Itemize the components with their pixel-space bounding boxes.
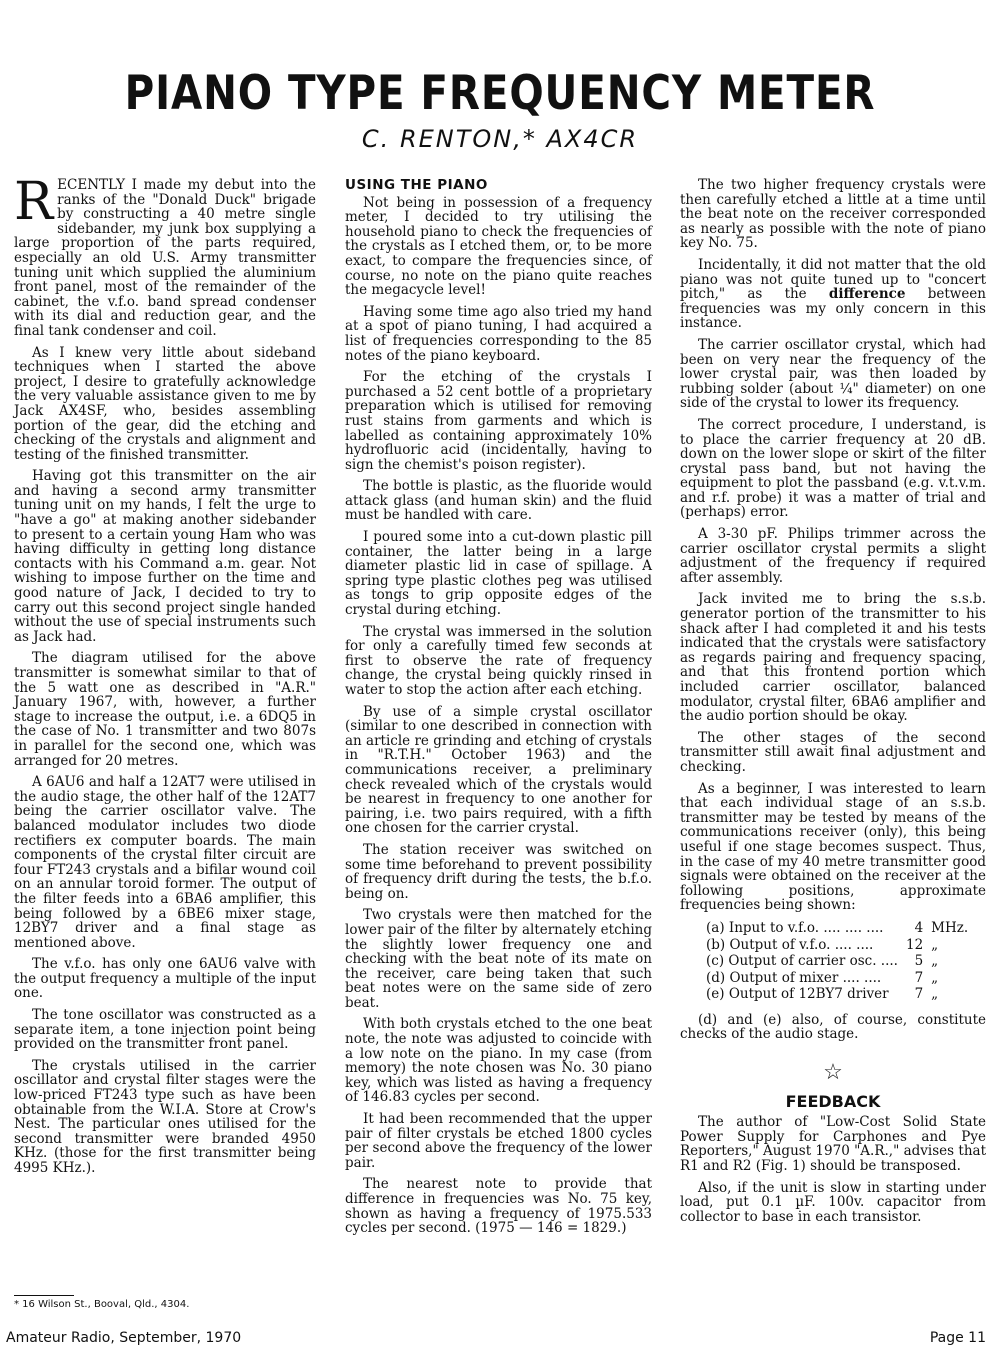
paragraph: Incidentally, it did not matter that the old piano was not quite tuned up to "concert pitch," as the difference between frequencies was my only concern in this instance.: [680, 256, 986, 332]
paragraph: A 3-30 pF. Philips trimmer across the carrier oscillator crystal permits a slight adjustment of the frequency if required after assembly.: [680, 526, 986, 586]
paragraph: The author of "Low-Cost Solid State Power Supply for Carphones and Pye Reporters," August 1970 "A.R.," advises that R1 and R2 (Fig. 1) should be transposed.: [680, 1114, 986, 1175]
paragraph: Not being in possession of a frequency meter, I decided to try utilising the household piano to check the frequencies of the crystals as I etched them, or, to be more exact, to compare the frequencies since, of course, no note on the piano quite reaches the megacycle level!: [345, 194, 652, 299]
paragraph: Jack invited me to bring the s.s.b. generator portion of the transmitter to his shack after I had completed it and his tests indicated that the crystals were satisfactory as regards pairing and frequency spacing, and that this frontend portion which included carrier oscillator, balanced modulator, crystal filter, 6BA6 amplifier and the audio portion should be okay.: [680, 591, 986, 725]
paragraph: The nearest note to provide that difference in frequencies was No. 75 key, shown as having a frequency of 1975.533 cycles per second. (1975 — 146 = 1829.): [345, 1176, 652, 1237]
drop-cap: R: [14, 172, 54, 232]
paragraph: I poured some into a cut-down plastic pill container, the latter being in a large diameter plastic lid in case of spillage. A spring type plastic clothes peg was utilised as tongs to grip opposite edges of the crystal during etching.: [345, 529, 652, 619]
table-row: (d) Output of mixer .... .... 7 „: [706, 969, 939, 986]
paragraph: The correct procedure, I understand, is to place the carrier frequency at 20 dB. down on the lower slope or skirt of the filter crystal pass band, but not having the equipment to plot the passband (e.g. v.t.v.m. and r.f. probe) it was a matter of trial and (perhaps) error.: [680, 416, 986, 521]
paragraph: The crystal was immersed in the solution for only a carefully timed few seconds at first to observe the rate of frequency change, the crystal being quickly rinsed in water to stop the action after each etching.: [345, 623, 652, 698]
paragraph: For the etching of the crystals I purchased a 52 cent bottle of a proprietary preparation which is utilised for removing rust stains from garments and which is labelled as containing approximately 10% hydrofluoric acid (incidentally, having to sign the chemist's poison register).: [345, 369, 652, 473]
paragraph: The bottle is plastic, as the fluoride would attack glass (and human skin) and the fluid must be handled with care.: [345, 478, 652, 524]
star-icon: ☆: [823, 1060, 843, 1086]
paragraph: It had been recommended that the upper pair of filter crystals be etched 1800 cycles per second above the frequency of the lower pair.: [345, 1111, 652, 1171]
paragraph: The two higher frequency crystals were then carefully etched a little at a time until the beat note on the receiver corresponded as nearly as possible with the note of piano key No. 75.: [680, 177, 986, 252]
footer-page-number: Page 11: [929, 1330, 986, 1346]
table-row: (a) Input to v.f.o. .... .... .... 4 MHz.: [706, 919, 969, 936]
paragraph: With both crystals etched to the one beat note, the note was adjusted to coincide with a low note on the piano. In my case (from memory) the note chosen was No. 30 piano key, which was listed as having a frequency of 146.83 cycles per second.: [345, 1016, 652, 1106]
footnote-divider: [14, 1295, 74, 1296]
column-2: [345, 178, 652, 1243]
paragraph: As I knew very little about sideband techniques when I started the above project, I desire to gratefully acknowledge the very valuable assistance given to me by Jack AX4SF, who, besides assembling portion of the gear, did the etching and checking of the crystals and alignment and testing of the finished transmitter.: [14, 344, 316, 463]
paragraph: Also, if the unit is slow in starting under load, put 0.1 µF. 100v. capacitor from collector to base in each transistor.: [680, 1179, 986, 1225]
paragraph: The crystals utilised in the carrier oscillator and crystal filter stages were the low-priced FT243 type such as have been obtainable from the W.I.A. Store at Crow's Nest. The particular ones utilised for the second transmitter were branded 4950 KHz. (those for the first transmitter being 4995 KHz.).: [14, 1057, 316, 1176]
footnote: * 16 Wilson St., Booval, Qld., 4304.: [14, 1299, 190, 1310]
column-1: [14, 172, 316, 1183]
paragraph: The tone oscillator was constructed as a separate item, a tone injection point being provided on the transmitter front panel.: [14, 1007, 316, 1053]
table-row: (c) Output of carrier osc. .... 5 „: [706, 953, 939, 970]
paragraph: The carrier oscillator crystal, which had been on very near the frequency of the lower crystal pair, was then loaded by rubbing solder (about ¼" diameter) on one side of the crystal to lower its frequency.: [680, 336, 986, 412]
paragraph: As a beginner, I was interested to learn that each individual stage of an s.s.b. transmitter may be tested by means of the communications receiver (only), this being useful if one stage becomes suspect. Thus, in the case of my 40 metre transmitter good signals were obtained on the receiver at the following positions, approximate frequencies being shown:: [680, 780, 986, 914]
article-title: PIANO TYPE FREQUENCY METER: [124, 66, 876, 121]
paragraph: (d) and (e) also, of course, constitute checks of the audio stage.: [680, 1011, 986, 1043]
frequency-readings-table: [702, 920, 972, 1003]
section-heading: USING THE PIANO: [345, 177, 488, 193]
column-3: [680, 178, 986, 1231]
paragraph: The v.f.o. has only one 6AU6 valve with the output frequency a multiple of the input one.: [14, 956, 316, 1002]
paragraph: The diagram utilised for the above transmitter is somewhat similar to that of the 5 watt one as described in "A.R." January 1967, with, however, a further stage to increase the output, i.e. a 6DQ5 in the case of No. 1 transmitter and two 807s in parallel for the second one, which was arranged for 20 metres.: [14, 650, 316, 769]
table-row: (e) Output of 12BY7 driver 7 „: [706, 986, 939, 1003]
footer-publication: Amateur Radio, September, 1970: [6, 1330, 242, 1346]
paragraph: RECENTLY I made my debut into the ranks of the "Donald Duck" brigade by constructing a 40 metre single sidebander, my junk box supplying a large proportion of the parts required, especially an old U.S. Army transmitter tuning unit which supplied the aluminium front panel, most of the remainder of the cabinet, the v.f.o. band spread condenser with its dial and reduction gear, and the final tank condenser and coil.: [14, 172, 316, 339]
paragraph: A 6AU6 and half a 12AT7 were utilised in the audio stage, the other half of the 12AT7 being the carrier oscillator valve. The balanced modulator includes two diode rectifiers ex computer boards. The main components of the crystal filter circuit are four FT243 crystals and a bifilar wound coil on an annular toroid former. The output of the filter feeds into a 6BA6 amplifier, this being followed by a 6BE6 mixer stage, 12BY7 driver and a final stage as mentioned above.: [14, 774, 316, 951]
feedback-heading: FEEDBACK: [785, 1091, 881, 1111]
paragraph: By use of a simple crystal oscillator (similar to one described in connection with an article re grinding and etching of crystals in "R.T.H." October 1963) and the communications receiver, a preliminary check revealed which of the crystals would be nearest in frequency to one another for pairing, i.e. two pairs required, with a fifth one chosen for the carrier crystal.: [345, 703, 652, 837]
paragraph: Having got this transmitter on the air and having a second army transmitter tuning unit on my hands, I felt the urge to "have a go" at making another sidebander to present to a certain young Ham who was having difficulty in getting long distance contacts with his Command a.m. gear. Not wishing to impose further on the time and good nature of Jack, I decided to try to carry out this second project single handed without the use of special instruments such as Jack had.: [14, 468, 316, 645]
table-row: (b) Output of v.f.o. .... .... 12 „: [706, 936, 939, 953]
emphasis: difference: [828, 286, 906, 303]
paragraph: Two crystals were then matched for the lower pair of the filter by alternately etching the slightly lower frequency one and checking with the beat note of its mate on the receiver, care being taken that such beat notes were on the same side of zero beat.: [345, 907, 652, 1011]
author-byline: C. RENTON,* AX4CR: [361, 125, 639, 153]
paragraph: The other stages of the second transmitter still await final adjustment and checking.: [680, 729, 986, 775]
paragraph: Having some time ago also tried my hand at a spot of piano tuning, I had acquired a list of frequencies corresponding to the 85 notes of the piano keyboard.: [345, 303, 652, 364]
paragraph: The station receiver was switched on some time beforehand to prevent possibility of frequency drift during the tests, the b.f.o. being on.: [345, 841, 652, 902]
